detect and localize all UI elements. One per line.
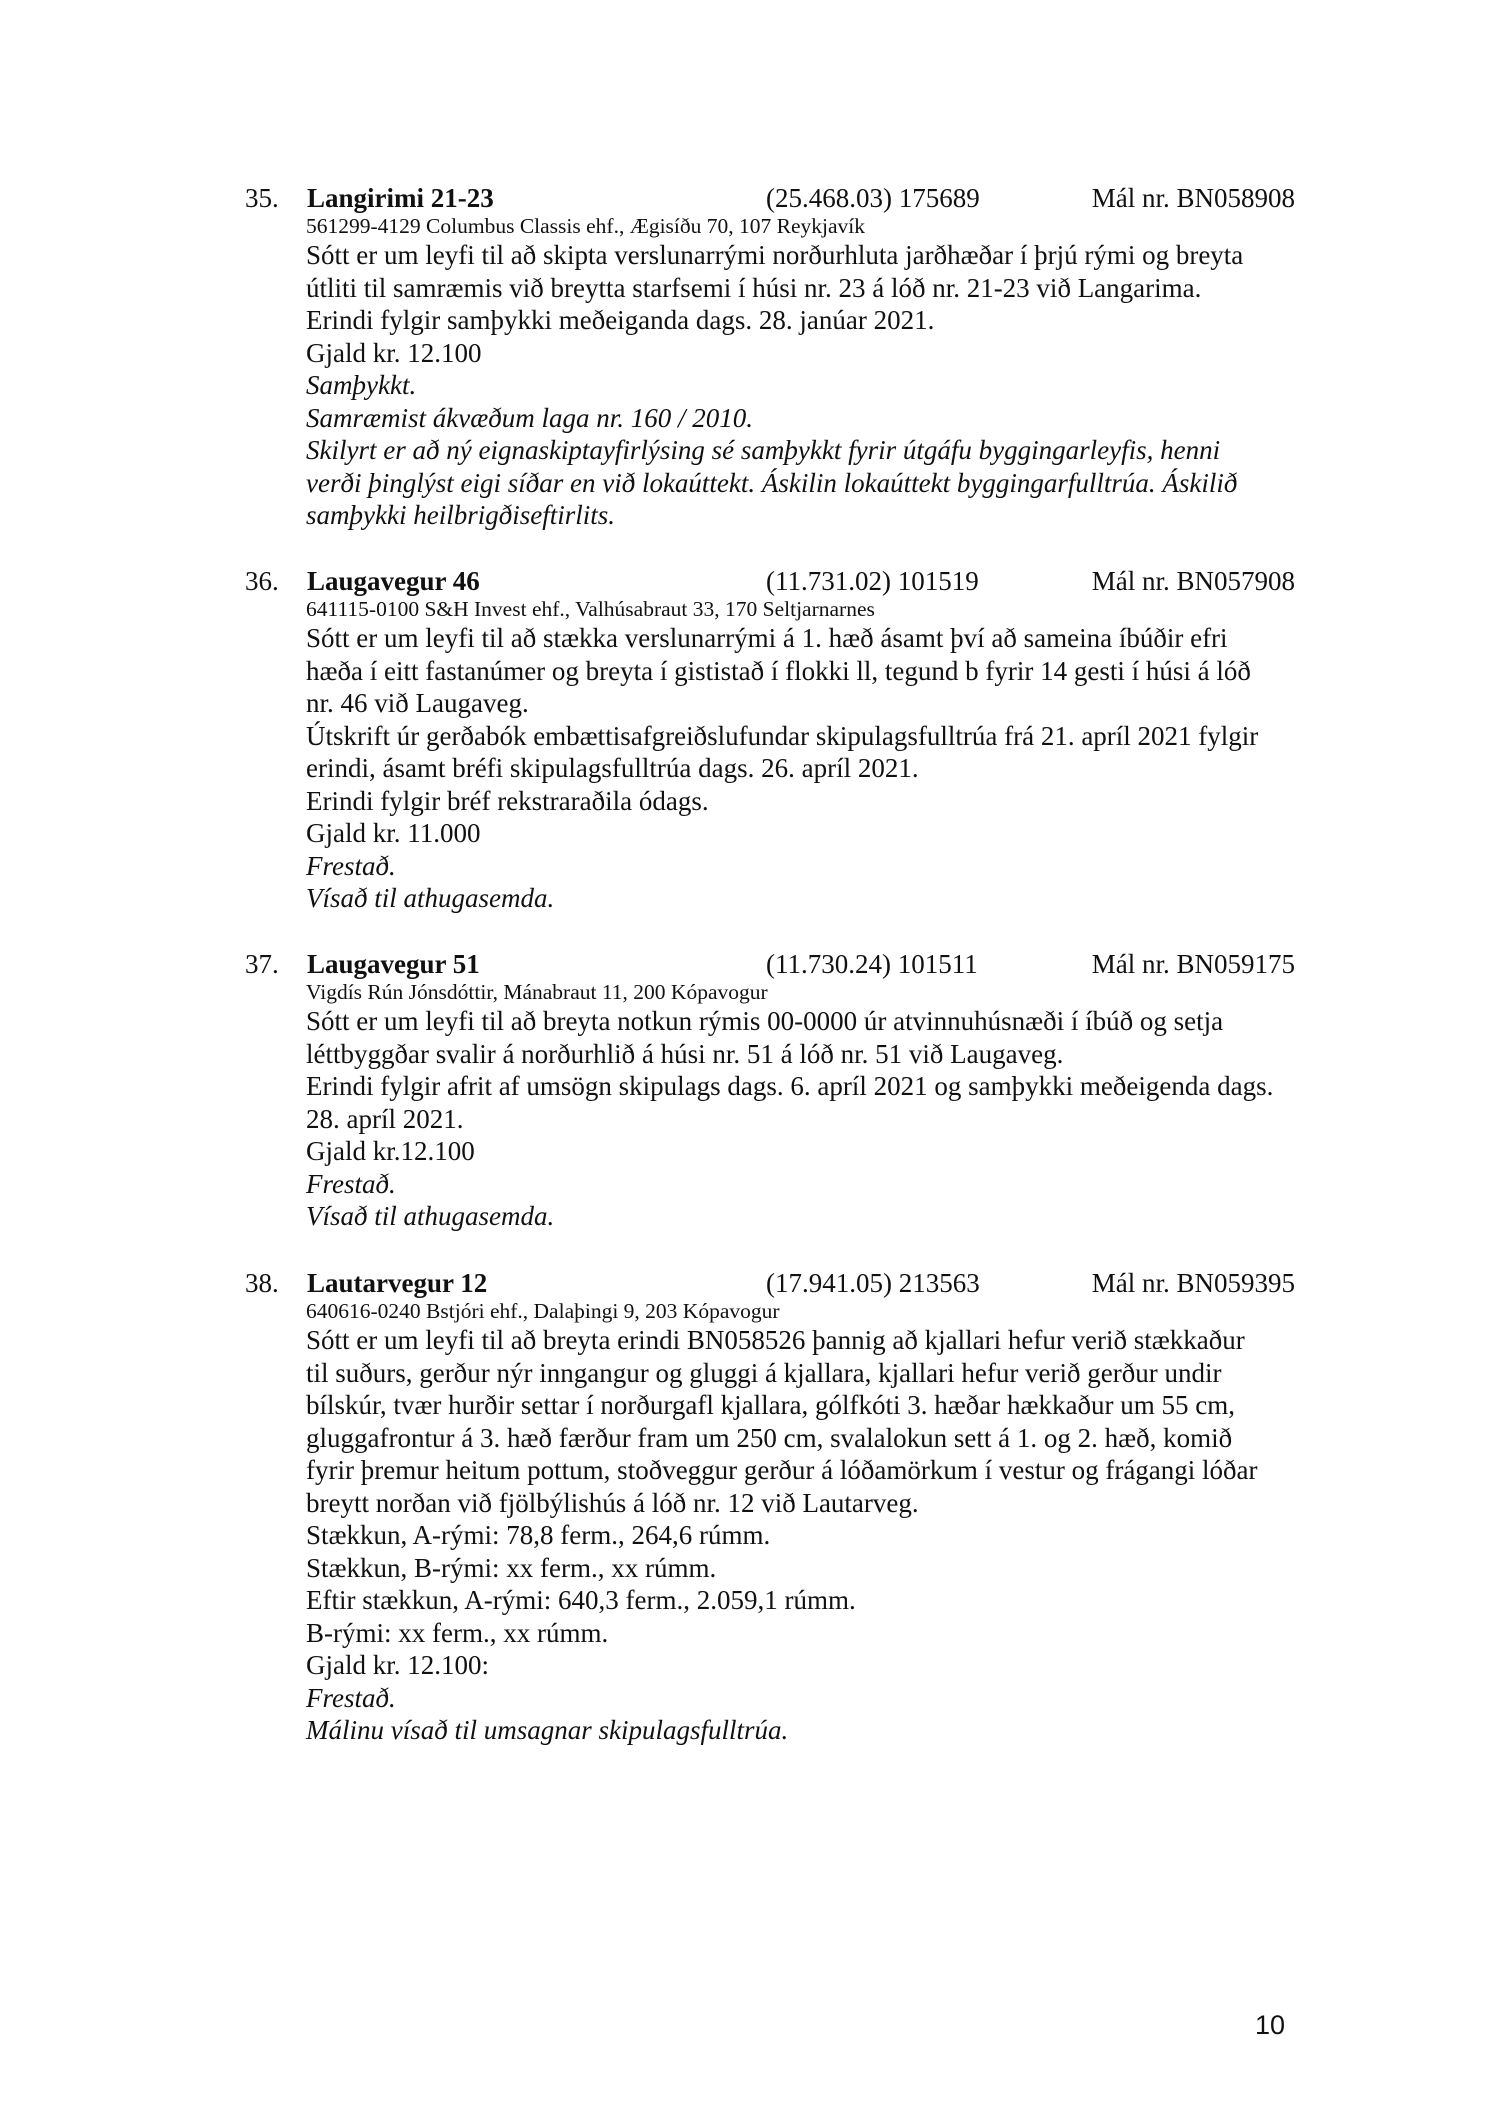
case-header xyxy=(245,565,1295,597)
description-line: gluggafrontur á 3. hæð færður fram um 250 cm, svalalokun sett á 1. og 2. hæð, komið xyxy=(306,1422,1233,1453)
description-line: til suðurs, gerður nýr inngangur og gluggi á kjallara, kjallari hefur verið gerður undir xyxy=(306,1357,1222,1388)
land-id: (11.731.02) 101519 xyxy=(766,566,979,596)
decision-line: Samræmist ákvæðum laga nr. 160 / 2010. xyxy=(306,402,754,433)
description-line: Erindi fylgir afrit af umsögn skipulags dags. 6. apríl 2021 og samþykki meðeigenda dags. xyxy=(306,1071,1274,1101)
area-line: Eftir stækkun, A-rými: 640,3 ferm., 2.059,1 rúmm. xyxy=(306,1585,856,1615)
area-line: Stækkun, B-rými: xx ferm., xx rúmm. xyxy=(306,1552,717,1583)
case-reference: Mál nr. BN058908 xyxy=(1091,183,1295,213)
applicant: 640616-0240 Bstjóri ehf., Dalaþingi 9, 203 Kópavogur xyxy=(306,1299,780,1323)
description-line: Sótt er um leyfi til að skipta verslunarrými norðurhluta jarðhæðar í þrjú rými og breyta xyxy=(306,240,1244,270)
case-reference: Mál nr. BN057908 xyxy=(1091,566,1295,596)
case-entry-38 xyxy=(245,1267,1295,1747)
decision-line: Málinu vísað til umsagnar skipulagsfulltrúa. xyxy=(306,1715,789,1745)
case-number: 37. xyxy=(245,949,279,979)
fee-line: Gjald kr. 12.100: xyxy=(306,1650,489,1680)
description-line: útliti til samræmis við breytta starfsemi í húsi nr. 23 á lóð nr. 21-23 við Langarima. xyxy=(306,272,1202,303)
decision-line: Frestað. xyxy=(306,1168,396,1199)
description-line: Sótt er um leyfi til að breyta notkun rýmis 00-0000 úr atvinnuhúsnæði í íbúð og setja xyxy=(306,1006,1224,1036)
description-line: Erindi fylgir samþykki meðeiganda dags. 28. janúar 2021. xyxy=(306,305,935,335)
land-id: (17.941.05) 213563 xyxy=(766,1268,980,1298)
decision-line: verði þinglýst eigi síðar en við lokaúttekt. Áskilin lokaúttekt byggingarfulltrúa. Áskilið xyxy=(306,467,1238,498)
case-header xyxy=(245,1267,1295,1299)
case-number: 36. xyxy=(245,566,279,596)
applicant: Vigdís Rún Jónsdóttir, Mánabraut 11, 200 Kópavogur xyxy=(306,980,768,1004)
fee-line: Gjald kr. 11.000 xyxy=(306,818,481,848)
case-reference: Mál nr. BN059175 xyxy=(1091,949,1295,979)
decision-line: Vísað til athugasemda. xyxy=(306,883,555,913)
description-line: fyrir þremur heitum pottum, stoðveggur gerður á lóðamörkum í vestur og frágangi lóðar xyxy=(306,1455,1258,1485)
case-number: 35. xyxy=(245,183,279,213)
case-reference: Mál nr. BN059395 xyxy=(1091,1268,1295,1298)
land-id: (11.730.24) 101511 xyxy=(766,949,978,979)
page-number: 10 xyxy=(1255,2010,1286,2040)
decision-line: samþykki heilbrigðiseftirlits. xyxy=(306,500,615,530)
case-entry-35 xyxy=(245,182,1295,532)
description-line: nr. 46 við Laugaveg. xyxy=(306,688,529,718)
description-line: bílskúr, tvær hurðir settar í norðurgafl kjallara, gólfkóti 3. hæðar hækkaður um 55 cm, xyxy=(306,1390,1235,1420)
fee-line: Gjald kr.12.100 xyxy=(306,1136,475,1166)
case-address: Langirimi 21-23 xyxy=(307,183,494,213)
description-line: breytt norðan við fjölbýlishús á lóð nr. 12 við Lautarveg. xyxy=(306,1487,919,1518)
case-address: Laugavegur 51 xyxy=(307,949,480,979)
area-line: Stækkun, A-rými: 78,8 ferm., 264,6 rúmm. xyxy=(306,1520,771,1550)
case-address: Laugavegur 46 xyxy=(307,566,480,596)
case-header xyxy=(245,948,1295,980)
applicant: 561299-4129 Columbus Classis ehf., Ægisíðu 70, 107 Reykjavík xyxy=(306,214,865,238)
decision-line: Frestað. xyxy=(306,850,396,881)
applicant: 641115-0100 S&H Invest ehf., Valhúsabraut 33, 170 Seltjarnarnes xyxy=(306,597,875,621)
description-line: hæða í eitt fastanúmer og breyta í gististað í flokki ll, tegund b fyrir 14 gesti í húsi á lóð xyxy=(306,655,1251,686)
case-header xyxy=(245,182,1295,214)
decision-line: Frestað. xyxy=(306,1682,396,1713)
case-address: Lautarvegur 12 xyxy=(307,1268,488,1298)
case-entry-37 xyxy=(245,948,1295,1233)
decision-line: Vísað til athugasemda. xyxy=(306,1201,555,1231)
description-line: erindi, ásamt bréfi skipulagsfulltrúa dags. 26. apríl 2021. xyxy=(306,753,919,783)
case-entry-36 xyxy=(245,565,1295,915)
description-line: Erindi fylgir bréf rekstraraðila ódags. xyxy=(306,785,709,816)
land-id: (25.468.03) 175689 xyxy=(766,183,980,213)
decision-line: Samþykkt. xyxy=(306,370,417,400)
description-line: Útskrift úr gerðabók embættisafgreiðslufundar skipulagsfulltrúa frá 21. apríl 2021 fylgir xyxy=(306,720,1259,751)
description-line: 28. apríl 2021. xyxy=(306,1103,464,1134)
decision-line: Skilyrt er að ný eignaskiptayfirlýsing sé samþykkt fyrir útgáfu byggingarleyfis, henni xyxy=(306,435,1221,465)
description-line: Sótt er um leyfi til að stækka verslunarrými á 1. hæð ásamt því að sameina íbúðir efri xyxy=(306,623,1228,653)
description-line: léttbyggðar svalir á norðurhlið á húsi nr. 51 á lóð nr. 51 við Laugaveg. xyxy=(306,1038,1064,1069)
fee-line: Gjald kr. 12.100 xyxy=(306,337,482,368)
area-line: B-rými: xx ferm., xx rúmm. xyxy=(306,1617,609,1648)
description-line: Sótt er um leyfi til að breyta erindi BN058526 þannig að kjallari hefur verið stækkaður xyxy=(306,1325,1245,1355)
case-number: 38. xyxy=(245,1268,279,1298)
